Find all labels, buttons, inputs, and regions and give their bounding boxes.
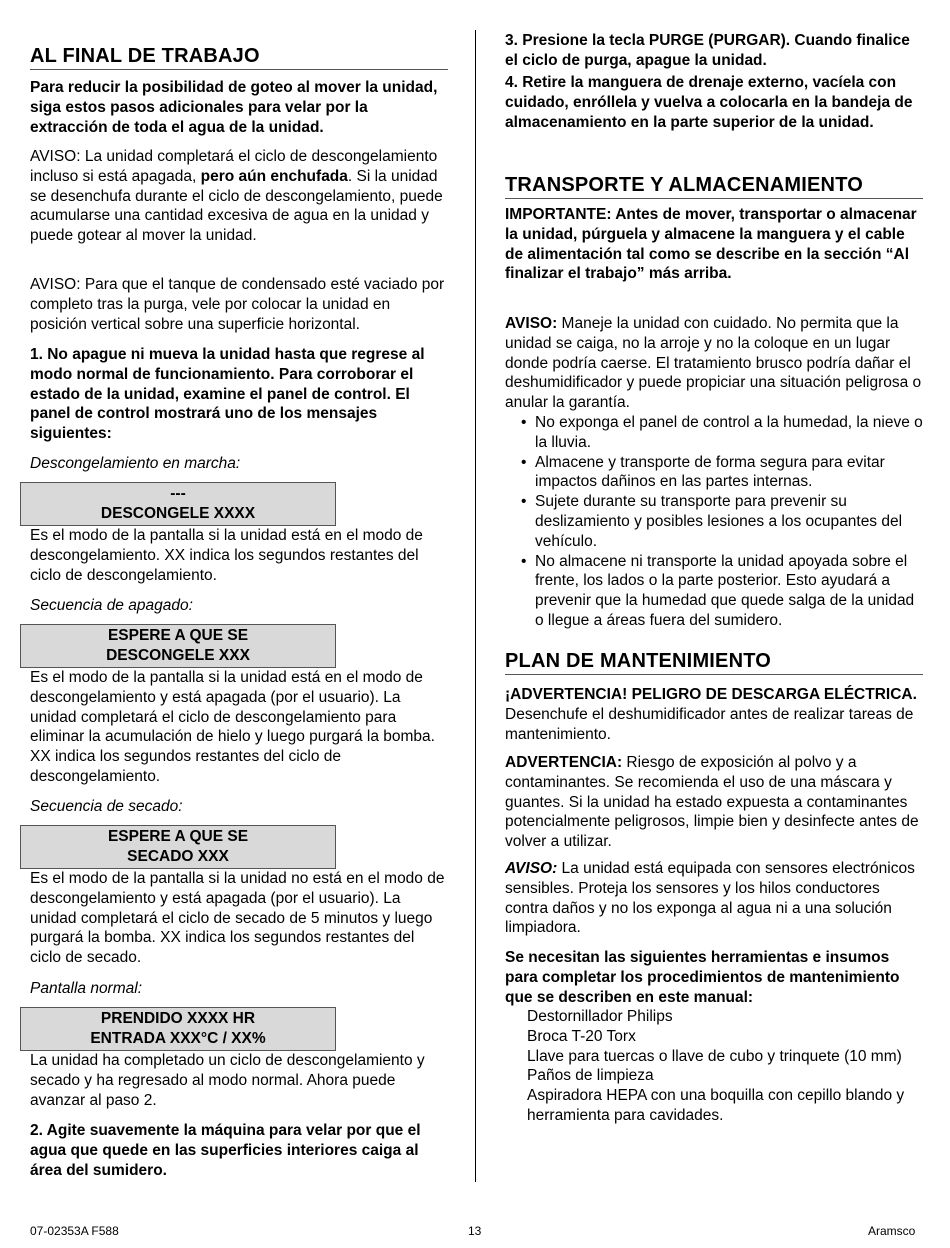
step-4: 4. Retire la manguera de drenaje externo, vacíela con cuidado, enróllela y vuelva a colocarla en la bandeja de almacenamiento en la parte superior de la unidad. (505, 74, 913, 131)
aviso-text-cont: . Si la unidad se desenchufa durante el ciclo de descongelamiento, puede acumularse una cantidad excesiva de agua en la unidad y puede gotear al mover la unidad. (30, 167, 443, 245)
defrost-label: Descongelamiento en marcha: (30, 455, 241, 472)
aviso-label: AVISO: (505, 315, 558, 332)
dry-description: Es el modo de la pantalla si la unidad no está en el modo de descongelamiento y está apagada (por el usuario). La unidad completará el ciclo de secado de 5 minutos y luego purgará la bomba. XX indica los segundos restantes del ciclo de secado. (30, 870, 445, 967)
display-box-normal (20, 1007, 336, 1051)
section-heading-transport: TRANSPORTE Y ALMACENAMIENTO (505, 173, 923, 199)
aviso-tank-paragraph: AVISO: Para que el tanque de condensado esté vaciado por completo tras la purga, vele por colocar la unidad en posición vertical sobre una superficie horizontal. (30, 276, 445, 333)
column-divider (475, 30, 476, 1182)
important-paragraph: IMPORTANTE: Antes de mover, transportar o almacenar la unidad, púrguela y almacene la manguera y el cable de alimentación tal como se describe en la sección “Al finalizar el trabajo” más arriba. (505, 206, 917, 283)
normal-description: La unidad ha completado un ciclo de descongelamiento y secado y ha regresado al modo normal. Ahora puede avanzar al paso 2. (30, 1052, 425, 1109)
list-item: • No exponga el panel de control a la humedad, la nieve o la lluvia. (505, 413, 923, 453)
display-box-shutdown (20, 624, 336, 668)
aviso-defrost-paragraph (30, 147, 448, 246)
display-line: ESPERE A QUE SE (107, 828, 249, 845)
defrost-description: Es el modo de la pantalla si la unidad está en el modo de descongelamiento. XX indica los segundos restantes del ciclo de descongelamiento. (30, 527, 423, 584)
aviso-text: Maneje la unidad con cuidado. No permita que la unidad se caiga, no la arroje y no la coloque en un lugar donde podría caerse. El tratamiento brusco podría dañar el deshumidificador y puede propiciar una situación peligrosa o anular la garantía. (505, 315, 922, 412)
step-3: 3. Presione la tecla PURGE (PURGAR). Cuando finalice el ciclo de purga, apague la unidad. (505, 32, 910, 69)
display-line: SECADO XXX (127, 847, 229, 865)
section-heading-end-of-work: AL FINAL DE TRABAJO (30, 44, 448, 70)
tool-item: Destornillador Philips (527, 1008, 673, 1025)
tool-item: Aspiradora HEPA con una boquilla con cepillo blando y herramienta para cavidades. (527, 1087, 905, 1124)
warning-text: Desenchufe el deshumidificador antes de realizar tareas de mantenimiento. (505, 705, 914, 743)
aviso-label: AVISO: (505, 860, 558, 877)
warning-text: Riesgo de exposición al polvo y a contaminantes. Se recomienda el uso de una máscara y guantes. Si la unidad ha estado expuesta a contaminantes potencialmente peligrosos, limpie bien y desinfecte antes de volver a utilizar. (505, 754, 919, 851)
shutdown-description: Es el modo de la pantalla si la unidad está en el modo de descongelamiento y está apagada (por el usuario). La unidad completará el ciclo de descongelamiento para eliminar la acumulación de hielo y luego purgará la bomba. XX indica los segundos restantes del ciclo de descongelamiento. (30, 669, 435, 785)
display-line: ENTRADA XXX°C / XX% (90, 1029, 266, 1047)
list-item: • Sujete durante su transporte para prevenir su deslizamiento y posibles lesiones a los ocupantes del vehículo. (505, 492, 923, 551)
aviso-text: AVISO: La unidad completará el ciclo de descongelamiento incluso si está apagada, (30, 148, 438, 185)
tool-item: Broca T-20 Torx (527, 1027, 636, 1045)
transport-bullet-list (505, 413, 923, 631)
normal-label: Pantalla normal: (30, 980, 143, 997)
tools-intro: Se necesitan las siguientes herramientas e insumos para completar los procedimientos de mantenimiento que se describen en este manual: (505, 949, 900, 1006)
footer-doc-code: 07-02353A F588 (30, 1224, 119, 1238)
warning-electric-paragraph (505, 685, 923, 744)
display-line: DESCONGELE XXXX (100, 504, 256, 522)
warning-label: ADVERTENCIA: (505, 754, 623, 771)
tool-item: Llave para tuercas o llave de cubo y trinquete (10 mm) (527, 1047, 902, 1065)
step-2: 2. Agite suavemente la máquina para velar por que el agua que quede en las superficies interiores caiga al área del sumidero. (30, 1122, 421, 1179)
list-item: • Almacene y transporte de forma segura para evitar impactos dañinos en las partes internas. (505, 453, 923, 493)
display-box-dry (20, 825, 336, 869)
display-line: DESCONGELE XXX (106, 646, 250, 664)
intro-paragraph: Para reducir la posibilidad de goteo al mover la unidad, siga estos pasos adicionales para velar por la extracción de toda el agua de la unidad. (30, 79, 438, 136)
aviso-emphasis: pero aún enchufada (200, 167, 348, 185)
warning-label: ¡ADVERTENCIA! PELIGRO DE DESCARGA ELÉCTRICA. (505, 686, 917, 703)
tools-list (505, 1007, 923, 1126)
step-1: 1. No apague ni mueva la unidad hasta que regrese al modo normal de funcionamiento. Para corroborar el estado de la unidad, examine el panel de control. El panel de control mostrará uno de los mensajes siguientes: (30, 346, 425, 443)
footer-brand: Aramsco (868, 1224, 916, 1238)
display-line: ESPERE A QUE SE (107, 627, 249, 644)
footer-page-number: 13 (468, 1224, 482, 1238)
dry-label: Secuencia de secado: (30, 798, 183, 815)
aviso-sensors-paragraph (505, 859, 923, 938)
display-line: --- (170, 485, 186, 502)
section-heading-maintenance: PLAN DE MANTENIMIENTO (505, 649, 923, 675)
display-line: PRENDIDO XXXX HR (100, 1010, 256, 1027)
list-item: • No almacene ni transporte la unidad apoyada sobre el frente, los lados o la parte posterior. Esto ayudará a prevenir que la humedad que quede salga de la unidad o llegue a áreas fuera del sumidero. (505, 552, 923, 631)
aviso-handling-paragraph (505, 314, 923, 413)
tool-item: Paños de limpieza (527, 1067, 654, 1085)
aviso-text: La unidad está equipada con sensores electrónicos sensibles. Proteja los sensores y los hilos conductores contra daños y no los exponga al agua ni a una solución limpiadora. (505, 860, 915, 937)
shutdown-label: Secuencia de apagado: (30, 597, 193, 614)
aviso-handling-block (505, 314, 923, 631)
display-box-defrost (20, 482, 336, 526)
warning-dust-paragraph (505, 753, 923, 852)
